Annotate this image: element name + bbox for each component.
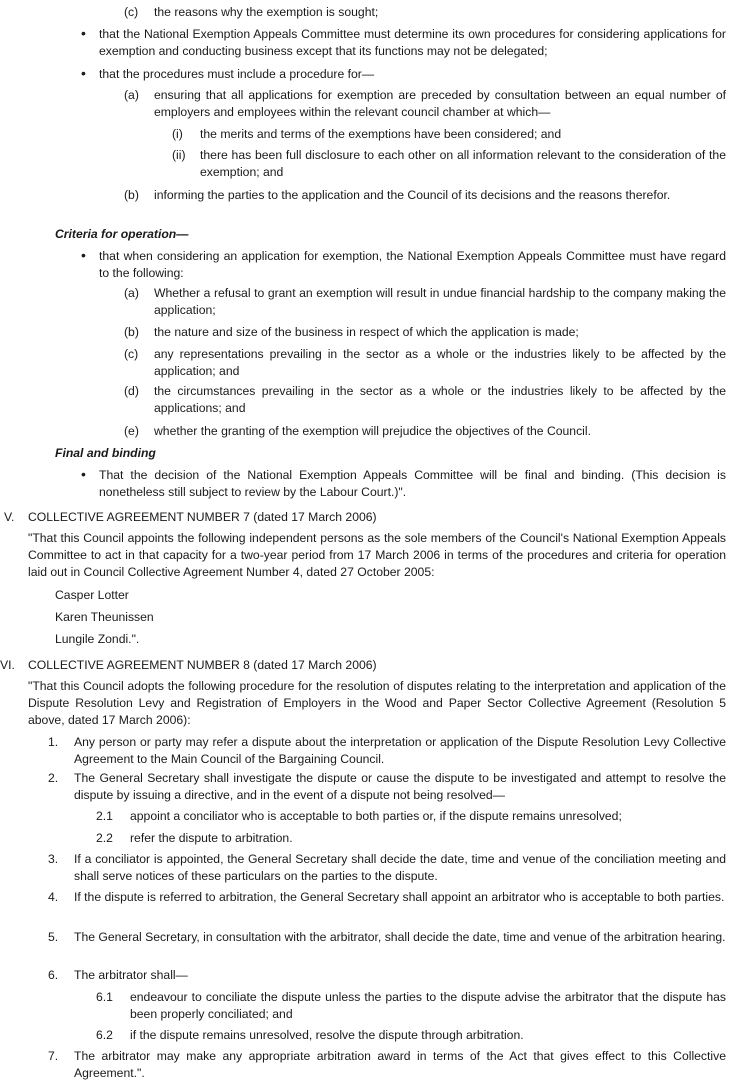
final-bullet-text: That the decision of the National Exemption Appeals Committee will be final and binding. (This decision is nonetheless still subject to review by the Labour Court.)". [99,468,726,500]
item-ii [172,147,726,181]
item-number: 3. [48,852,59,866]
item-label: (ii) [172,148,186,162]
procedure-item [48,770,726,804]
procedure-subitem [96,830,726,847]
item-text: the merits and terms of the exemptions have been considered; and [200,127,562,141]
item-label: (a) [124,88,139,102]
section-vi-heading [0,657,726,674]
section-title: COLLECTIVE AGREEMENT NUMBER 8 (dated 17 March 2006) [28,658,377,672]
procedure-item [48,1048,726,1082]
item-number: 6. [48,968,59,982]
procedure-item [48,889,726,906]
bullet-icon: • [81,25,86,41]
section-vi-body: "That this Council adopts the following procedure for the resolution of disputes relating to the interpretation and application of the Dispute Resolution Levy and Registration of Employers in the Wood and Paper Sector Collective Agreement (Resolution 5 above, dated 17 March 2006): [28,679,726,728]
item-text: any representations prevailing in the sector as a whole or the industries likely to be affected by the application; and [154,347,726,379]
bullet-text: that the National Exemption Appeals Committee must determine its own procedures for considering applications for exemption and conducting business except that its functions may not be delegated; [99,27,726,59]
procedure-subitem [96,1027,726,1044]
item-number: 2.2 [96,831,113,845]
item-number: 5. [48,930,59,944]
item-label: (e) [124,424,139,438]
section-title: COLLECTIVE AGREEMENT NUMBER 7 (dated 17 March 2006) [28,510,377,524]
item-text: The arbitrator may make any appropriate arbitration award in terms of the Act that gives effect to this Collective Agreement.". [74,1049,726,1081]
appointee-name: Karen Theunissen [55,610,154,624]
criteria-item [124,423,726,440]
item-text: whether the granting of the exemption will prejudice the objectives of the Council. [154,424,591,438]
item-number: 4. [48,890,59,904]
criteria-item [124,285,726,319]
item-label: (c) [124,5,139,19]
criteria-bullet-text: that when considering an application for exemption, the National Exemption Appeals Committee must have regard to the following: [99,249,726,281]
item-label: (b) [124,325,139,339]
item-number: 6.2 [96,1028,113,1042]
procedure-item [48,967,726,984]
item-text: appoint a conciliator who is acceptable to both parties or, if the dispute remains unresolved; [130,809,622,823]
bullet-icon: • [81,65,86,81]
item-text: The General Secretary shall investigate the dispute or cause the dispute to be investigated and attempt to resolve the dispute by issuing a directive, and in the event of a dispute not being resolved— [74,771,726,803]
item-label: (i) [172,127,183,141]
item-number: 6.1 [96,990,113,1004]
item-text: the circumstances prevailing in the sector as a whole or the industries likely to be affected by the applications; and [154,384,726,416]
item-text: Whether a refusal to grant an exemption will result in undue financial hardship to the company making the application; [154,286,726,318]
final-heading: Final and binding [55,446,156,460]
item-text: endeavour to conciliate the dispute unless the parties to the dispute advise the arbitrator that the dispute has been properly conciliated; and [130,990,726,1022]
item-text: refer the dispute to arbitration. [130,831,293,845]
item-text: the nature and size of the business in respect of which the application is made; [154,325,579,339]
item-text: The General Secretary, in consultation with the arbitrator, shall decide the date, time and venue of the arbitration hearing. [74,930,726,944]
item-label: (d) [124,384,139,398]
item-text: there has been full disclosure to each other on all information relevant to the consideration of the exemption; and [200,148,726,180]
procedure-subitem [96,989,726,1023]
criteria-item [124,346,726,380]
item-text: If the dispute is referred to arbitration, the General Secretary shall appoint an arbitrator who is acceptable to both parties. [74,890,725,904]
item-text: if the dispute remains unresolved, resolve the dispute through arbitration. [130,1028,524,1042]
item-b [124,187,726,204]
section-number: V. [4,510,15,524]
procedure-item [48,929,726,946]
item-text: ensuring that all applications for exemption are preceded by consultation between an equal number of employers and employees within the relevant council chamber at which— [154,88,726,120]
criteria-heading: Criteria for operation— [55,227,189,241]
appointee-name: Lungile Zondi.". [55,632,140,646]
item-label: (b) [124,188,139,202]
item-number: 1. [48,735,59,749]
item-i [172,126,726,143]
procedure-item [48,851,726,885]
procedure-subitem [96,808,726,825]
item-text: the reasons why the exemption is sought; [154,5,379,19]
item-text: The arbitrator shall— [74,968,188,982]
item-number: 2.1 [96,809,113,823]
item-label: (a) [124,286,139,300]
item-a [124,87,726,121]
section-v-heading [4,509,726,526]
item-text: Any person or party may refer a dispute about the interpretation or application of the Dispute Resolution Levy Collective Agreement to the Main Council of the Bargaining Council. [74,735,726,767]
bullet-icon: • [81,247,86,263]
bullet-text: that the procedures must include a procedure for— [99,67,375,81]
item-c [124,4,726,21]
section-v-body: "That this Council appoints the following independent persons as the sole members of the Council's National Exemption Appeals Committee to act in that capacity for a two-year period from 17 March 2006 in terms of the procedures and criteria for operation laid out in Council Collective Agreement Number 4, dated 27 October 2005: [28,531,726,580]
section-number: VI. [0,658,15,672]
item-label: (c) [124,347,139,361]
item-text: If a conciliator is appointed, the General Secretary shall decide the date, time and venue of the conciliation meeting and shall serve notices of these particulars on the parties to the dispute. [74,852,726,884]
bullet-icon: • [81,466,86,482]
item-number: 2. [48,771,59,785]
item-text: informing the parties to the application and the Council of its decisions and the reasons therefor. [154,188,671,202]
item-number: 7. [48,1049,59,1063]
criteria-item [124,324,726,341]
appointee-name: Casper Lotter [55,588,129,602]
procedure-item [48,734,726,768]
criteria-item [124,383,726,417]
